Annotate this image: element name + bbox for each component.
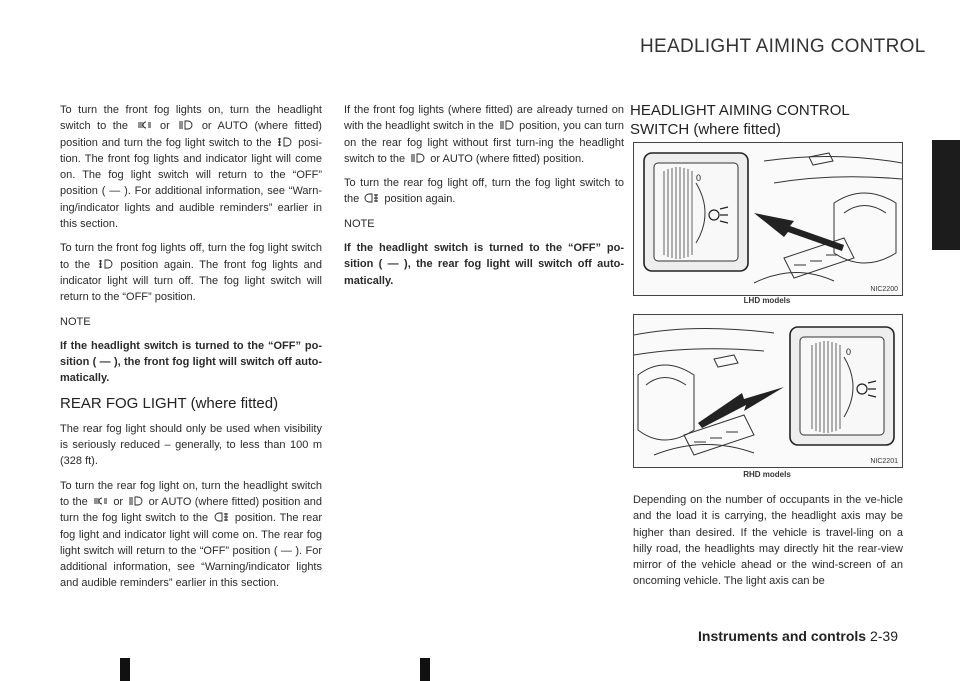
headlight-icon	[410, 153, 425, 163]
note-text: If the headlight switch is turned to the “OFF” po-sition ( — ), the rear fog light will switch off auto-matically.	[344, 242, 624, 287]
side-light-icon	[93, 496, 108, 506]
figure-caption: RHD models	[743, 470, 791, 479]
headlight-icon	[499, 120, 514, 130]
svg-text:0: 0	[696, 173, 702, 183]
figure-lhd	[633, 142, 903, 296]
figure-code: NIC2200	[870, 286, 898, 293]
note-heading: NOTE	[60, 315, 91, 328]
paragraph: To turn the front fog lights off, turn the fog light switch to the position again. The front fog lights and indicator light will turn off. The fog light switch will return to the “OFF” position.	[60, 242, 323, 304]
page-header: HEADLIGHT AIMING CONTROL	[640, 36, 926, 57]
footer-page-number: 2-39	[869, 628, 898, 644]
note-text: If the headlight switch is turned to the “OFF” po-sition ( — ), the front fog light will switch off auto-matically.	[60, 339, 322, 385]
rear-fog-icon	[364, 193, 379, 203]
text-column-2	[344, 102, 624, 297]
paragraph: To turn the rear fog light off, turn the fog light switch to the position again.	[344, 177, 624, 206]
pointer-arrow	[754, 213, 844, 251]
headlight-aiming-dial-icon	[644, 153, 748, 271]
headlight-aiming-dial-icon	[790, 327, 894, 445]
note-heading: NOTE	[344, 217, 375, 230]
page-footer	[698, 628, 898, 644]
figure-code: NIC2201	[870, 458, 898, 465]
section-tab	[932, 140, 960, 250]
aiming-control-text: Depending on the number of occupants in the ve-hicle and the load it is carrying, the headlight axis may be higher than desired. If the vehicle is travel-ling on a hilly road, the headlights may directly hit the rear-view mirror of the vehicle ahead or the wind-screen of an oncoming vehicle. The light axis can be	[633, 494, 903, 588]
headlight-icon	[178, 120, 193, 130]
paragraph: To turn the front fog lights on, turn the headlight switch to the or or AUTO (where fitted) position and turn the fog light switch to the posi-tion. The front fog lights and indicator light will come on. The fog light switch will return to the “OFF” position ( — ). For additional information, see “Warn-ing/indicator lights and audible reminders” earlier in this section.	[60, 104, 322, 231]
front-fog-icon	[98, 259, 113, 269]
footer-section: Instruments and controls	[698, 628, 867, 644]
front-fog-icon	[277, 137, 292, 147]
rear-fog-icon	[214, 512, 229, 522]
text-column-1	[60, 102, 322, 600]
pointer-arrow	[698, 387, 784, 428]
rhd-dashboard-illustration	[634, 315, 902, 467]
lhd-dashboard-illustration	[634, 143, 902, 295]
crop-mark	[120, 658, 130, 681]
figure-caption: LHD models	[743, 296, 791, 305]
headlight-icon	[128, 496, 143, 506]
paragraph: If the front fog lights (where fitted) are already turned on with the headlight switch in the position, you can turn on the rear fog light without first turn-ing the headlight switch to the or AUTO (where fitted) position.	[344, 104, 624, 165]
svg-text:0: 0	[846, 347, 852, 357]
crop-mark	[420, 658, 430, 681]
section-heading-aiming-control: HEADLIGHT AIMING CONTROL SWITCH (where fitted)	[630, 102, 850, 138]
paragraph: The rear fog light should only be used when visibility is seriously reduced – generally, to less than 100 m (328 ft).	[60, 422, 322, 468]
figure-rhd	[633, 314, 903, 468]
side-light-icon	[137, 120, 152, 130]
section-heading-rear-fog: REAR FOG LIGHT (where fitted)	[60, 394, 279, 412]
paragraph: To turn the rear fog light on, turn the headlight switch to the or or AUTO (where fitted) position and turn the fog light switch to the position. The rear fog light and indicator light will come on. The rear fog light switch will return to the “OFF” position ( — ). For additional information, see “Warning/indicator lights and audible reminders” earlier in this section.	[60, 479, 322, 590]
